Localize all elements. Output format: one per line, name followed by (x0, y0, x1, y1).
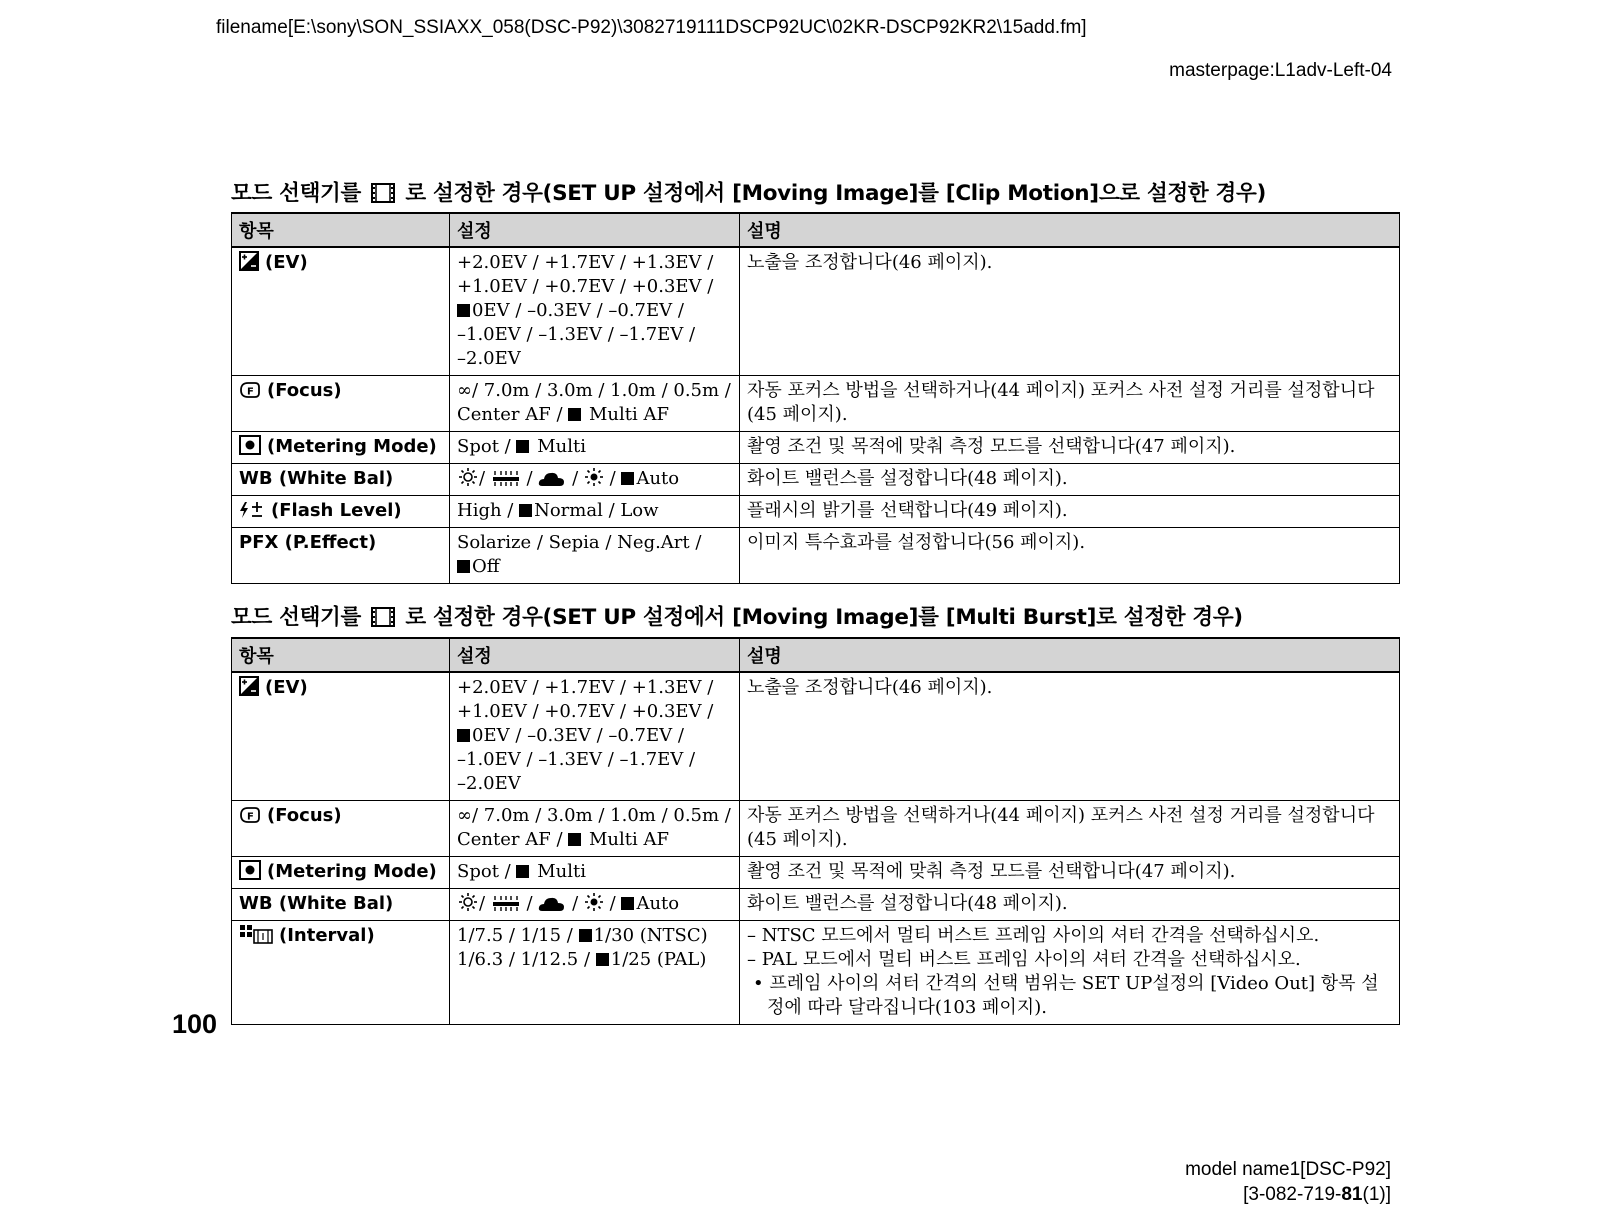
item-label: (Flash Level) (271, 500, 402, 521)
setting-line: Center AF / Multi AF (457, 829, 669, 850)
table-row-pfx (232, 528, 1400, 584)
setting-line: Solarize / Sepia / Neg.Art / (457, 532, 702, 553)
default-marker-icon (568, 833, 581, 846)
setting-line: Spot / Multi (457, 436, 586, 457)
item-cell (232, 496, 450, 528)
header-desc: 설명 (740, 213, 1400, 247)
setting-cell (450, 528, 740, 584)
table-row-interval (232, 921, 1400, 1025)
section-title-clip-motion (231, 176, 1266, 207)
setting-line: ∞/ 7.0m / 3.0m / 1.0m / 0.5m / (457, 805, 731, 826)
table-header-row (232, 213, 1400, 247)
desc-cell: 화이트 밸런스를 설정합니다(48 페이지). (740, 464, 1400, 496)
setting-line: –1.0EV / –1.3EV / –1.7EV / (457, 749, 696, 770)
setting-cell (450, 672, 740, 801)
header-setting: 설정 (450, 638, 740, 672)
table-row-flash (232, 496, 1400, 528)
exposure-icon (239, 676, 259, 696)
desc-cell (740, 921, 1400, 1025)
setting-line: 1/6.3 / 1/12.5 / 1/25 (PAL) (457, 949, 707, 970)
incandescent-icon (584, 892, 604, 912)
desc-cell: 자동 포커스 방법을 선택하거나(44 페이지) 포커스 사전 설정 거리를 설정합니다(45 페이지). (740, 801, 1400, 857)
desc-cell: 노출을 조정합니다(46 페이지). (740, 672, 1400, 801)
table-row-wb (232, 464, 1400, 496)
title-text-pre: 모드 선택기를 (231, 605, 361, 630)
item-cell (232, 672, 450, 801)
setting-line: 0EV / –0.3EV / –0.7EV / (457, 724, 732, 748)
table-row-focus (232, 376, 1400, 432)
desc-line: – PAL 모드에서 멀티 버스트 프레임 사이의 셔터 간격을 선택하십시오. (747, 949, 1301, 970)
table-row-ev (232, 672, 1400, 801)
setting-line: –1.0EV / –1.3EV / –1.7EV / (457, 324, 696, 345)
focus-icon (239, 806, 261, 824)
default-marker-icon (516, 865, 529, 878)
cloudy-icon (538, 894, 566, 912)
daylight-icon (457, 467, 479, 487)
setting-cell (450, 464, 740, 496)
daylight-icon (457, 892, 479, 912)
item-label: (EV) (265, 252, 308, 273)
film-mode-icon (371, 183, 395, 203)
default-marker-icon (457, 560, 470, 573)
item-label: (Metering Mode) (267, 436, 437, 457)
header-item: 항목 (232, 213, 450, 247)
svg-text:F: F (247, 386, 254, 398)
table-row-wb (232, 889, 1400, 921)
setting-line: Center AF / Multi AF (457, 404, 669, 425)
desc-cell: 화이트 밸런스를 설정합니다(48 페이지). (740, 889, 1400, 921)
item-cell: PFX (P.Effect) (232, 528, 450, 584)
title-text-post: 로 설정한 경우(SET UP 설정에서 [Moving Image]를 [Multi Burst]로 설정한 경우) (405, 605, 1243, 630)
metering-icon (239, 435, 261, 455)
desc-line: – NTSC 모드에서 멀티 버스트 프레임 사이의 셔터 간격을 선택하십시오. (747, 925, 1320, 946)
header-setting: 설정 (450, 213, 740, 247)
masterpage-header: masterpage:L1adv-Left-04 (1169, 60, 1392, 81)
desc-cell: 플래시의 밝기를 선택합니다(49 페이지). (740, 496, 1400, 528)
table-header-row (232, 638, 1400, 672)
setting-cell (450, 496, 740, 528)
cloudy-icon (538, 469, 566, 487)
default-marker-icon (621, 897, 634, 910)
setting-line: 0EV / –0.3EV / –0.7EV / (457, 299, 732, 323)
setting-line: +2.0EV / +1.7EV / +1.3EV / (457, 677, 714, 698)
default-marker-icon (596, 953, 609, 966)
footer-part-number: [3-082-719-81(1)] (1243, 1184, 1391, 1205)
item-label: (Metering Mode) (267, 861, 437, 882)
default-marker-icon (516, 440, 529, 453)
flash-level-icon (239, 501, 265, 519)
section-title-multi-burst (231, 600, 1243, 631)
footer-model: model name1[DSC-P92] (1185, 1159, 1391, 1180)
metering-icon (239, 860, 261, 880)
item-cell (232, 432, 450, 464)
interval-icon (239, 924, 273, 944)
header-item: 항목 (232, 638, 450, 672)
desc-cell: 촬영 조건 및 목적에 맞춰 측정 모드를 선택합니다(47 페이지). (740, 432, 1400, 464)
fluorescent-icon (491, 894, 521, 912)
setting-cell (450, 432, 740, 464)
setting-cell (450, 857, 740, 889)
setting-line: 1/7.5 / 1/15 / 1/30 (NTSC) (457, 925, 708, 946)
desc-bullet-line: • 프레임 사이의 셔터 간격의 선택 범위는 SET UP설정의 [Video Out] 항목 설정에 따라 달라집니다(103 페이지). (753, 973, 1379, 1018)
title-text-post: 로 설정한 경우(SET UP 설정에서 [Moving Image]를 [Clip Motion]으로 설정한 경우) (405, 181, 1267, 206)
table-row-focus (232, 801, 1400, 857)
item-cell (232, 801, 450, 857)
item-cell (232, 247, 450, 376)
setting-cell (450, 376, 740, 432)
desc-cell: 이미지 특수효과를 설정합니다(56 페이지). (740, 528, 1400, 584)
film-mode-icon (371, 607, 395, 627)
setting-line: –2.0EV (457, 348, 521, 369)
setting-line: High / Normal / Low (457, 500, 659, 521)
item-cell (232, 921, 450, 1025)
setting-line: / / / / Auto (457, 467, 732, 491)
desc-cell: 노출을 조정합니다(46 페이지). (740, 247, 1400, 376)
default-marker-icon (568, 408, 581, 421)
default-marker-icon (621, 472, 634, 485)
filename-header: filename[E:\sony\SON_SSIAXX_058(DSC-P92)\3082719111DSCP92UC\02KR-DSCP92KR2\15add.fm] (216, 17, 1087, 38)
table-row-metering (232, 432, 1400, 464)
item-cell: WB (White Bal) (232, 464, 450, 496)
svg-text:F: F (247, 811, 254, 823)
setting-line: +1.0EV / +0.7EV / +0.3EV / (457, 276, 714, 297)
header-desc: 설명 (740, 638, 1400, 672)
item-cell (232, 857, 450, 889)
item-label: (Focus) (267, 380, 342, 401)
setting-line: –2.0EV (457, 773, 521, 794)
setting-line: +1.0EV / +0.7EV / +0.3EV / (457, 701, 714, 722)
item-label: (Focus) (267, 805, 342, 826)
setting-line: +2.0EV / +1.7EV / +1.3EV / (457, 252, 714, 273)
settings-table-multi-burst (231, 637, 1400, 1025)
default-marker-icon (519, 504, 532, 517)
default-marker-icon (579, 929, 592, 942)
default-marker-icon (457, 729, 470, 742)
setting-line: / / / / Auto (457, 892, 732, 916)
page-number: 100 (172, 1009, 218, 1039)
setting-line: ∞/ 7.0m / 3.0m / 1.0m / 0.5m / (457, 380, 731, 401)
focus-icon (239, 381, 261, 399)
item-cell (232, 376, 450, 432)
setting-cell (450, 247, 740, 376)
desc-cell: 촬영 조건 및 목적에 맞춰 측정 모드를 선택합니다(47 페이지). (740, 857, 1400, 889)
item-label: (Interval) (279, 925, 375, 946)
fluorescent-icon (491, 469, 521, 487)
item-cell: WB (White Bal) (232, 889, 450, 921)
setting-line: Off (457, 555, 732, 579)
table-row-metering (232, 857, 1400, 889)
title-text-pre: 모드 선택기를 (231, 181, 361, 206)
table-row-ev (232, 247, 1400, 376)
exposure-icon (239, 251, 259, 271)
default-marker-icon (457, 304, 470, 317)
setting-cell (450, 801, 740, 857)
settings-table-clip-motion (231, 212, 1400, 584)
desc-cell: 자동 포커스 방법을 선택하거나(44 페이지) 포커스 사전 설정 거리를 설정합니다(45 페이지). (740, 376, 1400, 432)
incandescent-icon (584, 467, 604, 487)
setting-cell (450, 889, 740, 921)
item-label: (EV) (265, 677, 308, 698)
setting-line: Spot / Multi (457, 861, 586, 882)
setting-cell (450, 921, 740, 1025)
